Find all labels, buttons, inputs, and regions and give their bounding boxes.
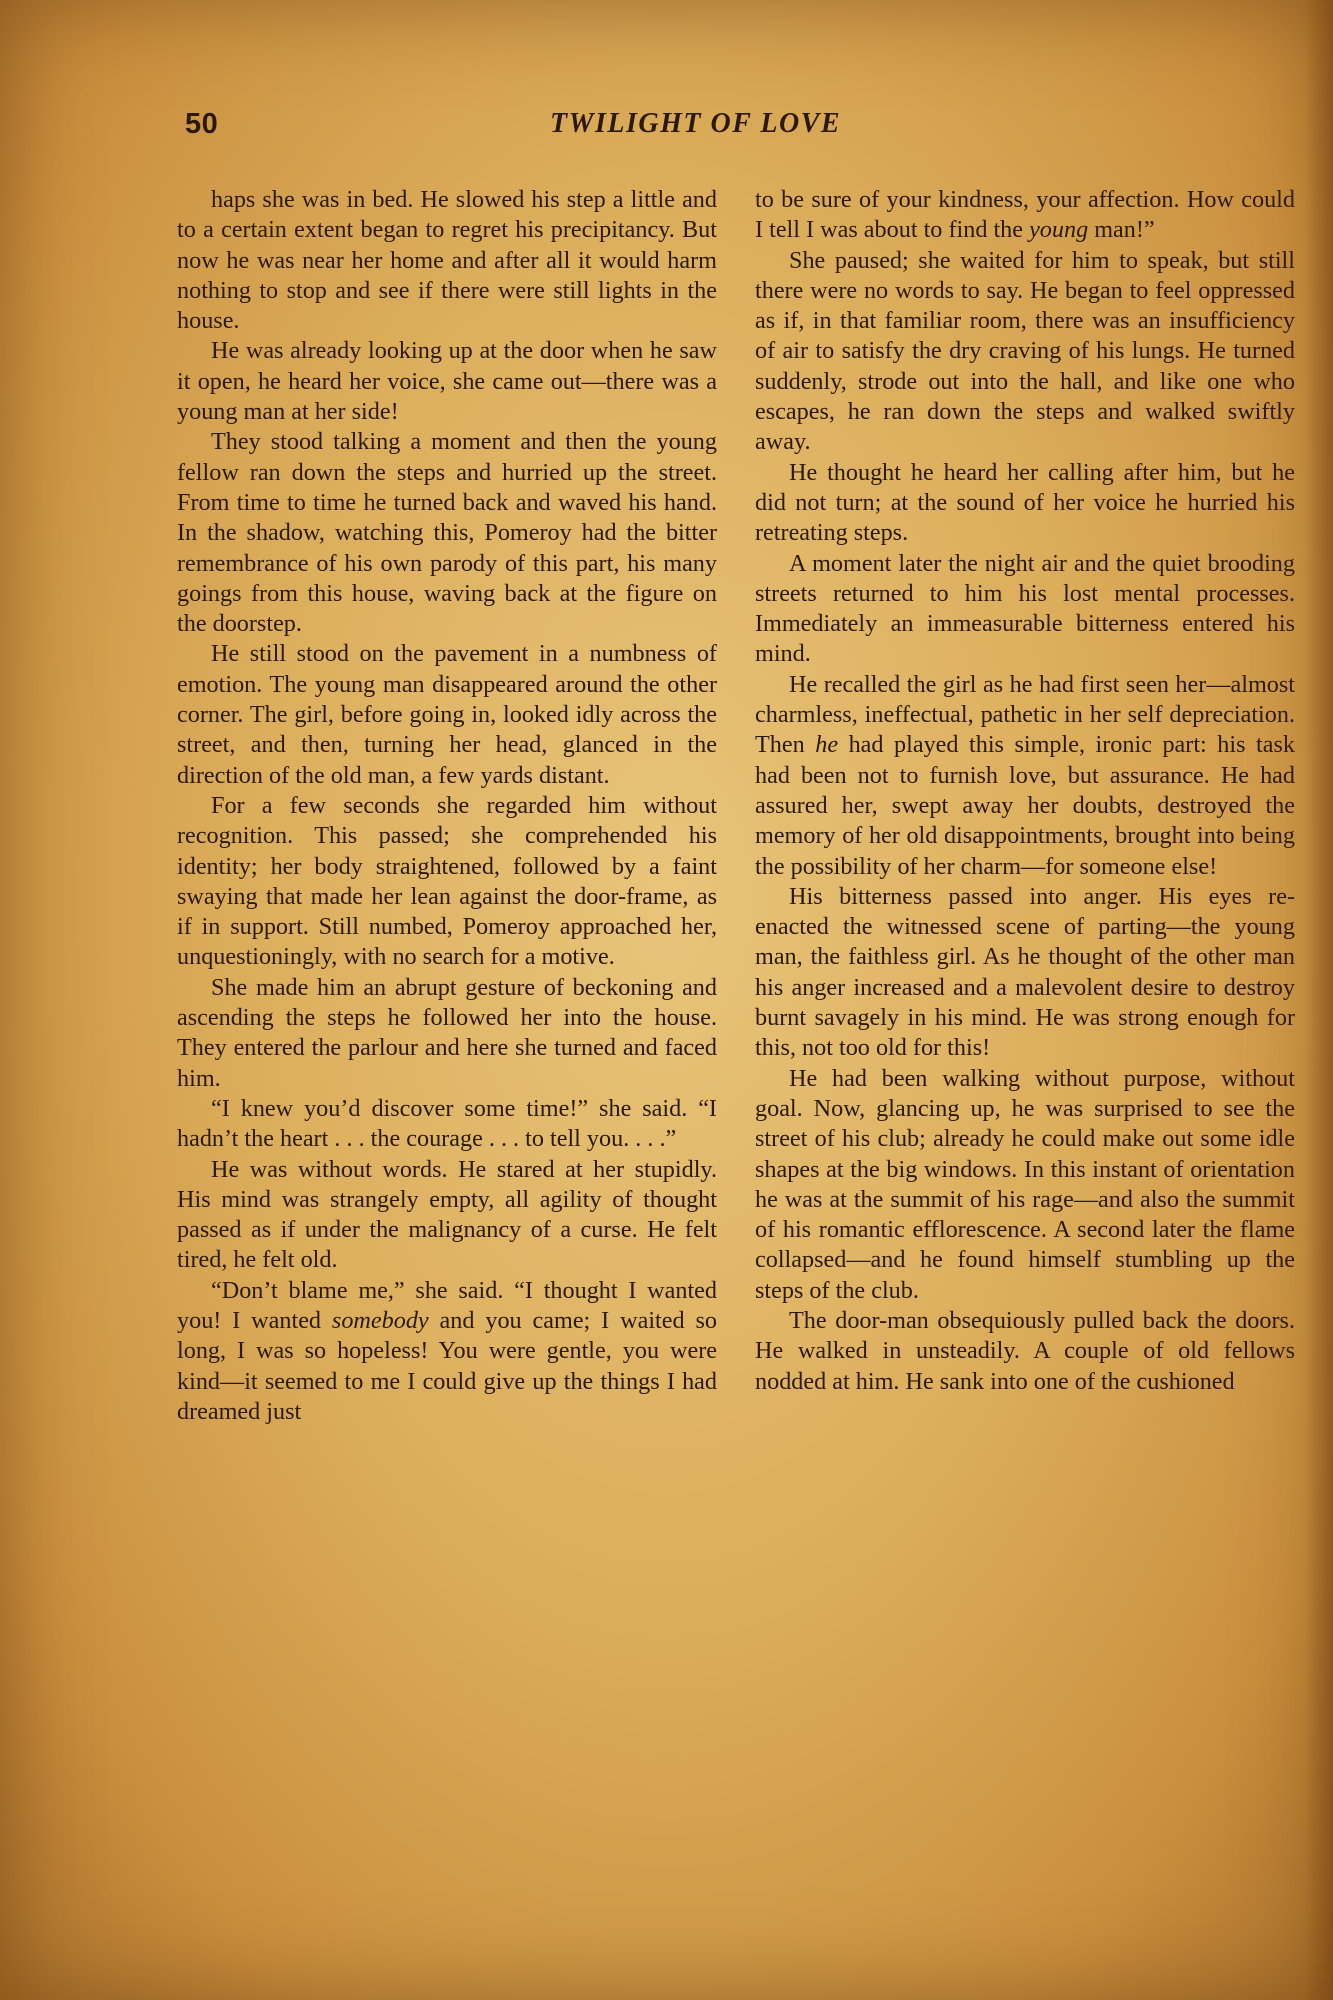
text-run: He was without words. He stared at her stupidly. His mind was strangely empty, all agility of thought passed as if under the malignancy of a curse. He felt tired, he felt old.: [177, 1155, 717, 1274]
text-run: The door-man obsequiously pulled back the doors. He walked in unsteadily. A couple of old fellows nodded at him. He sank into one of the cushioned: [755, 1306, 1295, 1395]
paragraph: [755, 1306, 1295, 1397]
text-run: had played this simple, ironic part: his task had been not to furnish love, but assurance. He had assured her, swept away her doubts, destroyed the memory of her old disappointments, brought into being the possibility of her charm—for someone else!: [755, 731, 1295, 880]
page-header: [185, 108, 1185, 148]
italic-text-run: somebody: [331, 1306, 429, 1334]
paragraph: [755, 458, 1295, 549]
paragraph: [755, 882, 1295, 1064]
text-run: “Don’t blame me,” she said. “I thought I wanted you! I wanted: [177, 1276, 717, 1334]
text-run: For a few seconds she regarded him without recognition. This passed; she comprehended his identity; her body straightened, followed by a faint swaying that made her lean against the door-frame, as if in support. Still numbed, Pomeroy approached her, unquestioningly, with no search for a motive.: [177, 791, 717, 971]
text-run: He thought he heard her calling after him, but he did not turn; at the sound of her voice he hurried his retreating steps.: [755, 458, 1295, 547]
text-run: She paused; she waited for him to speak, but still there were no words to say. He began to feel oppressed as if, in that familiar room, there was an insufficiency of air to satisfy the dry craving of his lungs. He turned suddenly, strode out into the hall, and like one who escapes, he ran down the steps and walked swiftly away.: [755, 246, 1295, 456]
text-run: “I knew you’d discover some time!” she said. “I hadn’t the heart . . . the courage . . . to tell you. . . .”: [177, 1094, 717, 1153]
text-run: man!”: [1088, 216, 1155, 244]
page-number: 50: [185, 108, 219, 140]
paragraph: [755, 670, 1295, 882]
text-run: He was already looking up at the door when he saw it open, he heard her voice, she came out—there was a young man at her side!: [177, 337, 717, 426]
paragraph: [755, 246, 1295, 458]
left-text-column: [177, 185, 717, 1427]
paragraph: [755, 185, 1295, 246]
paragraph: [177, 1276, 717, 1427]
running-title: TWILIGHT OF LOVE: [550, 108, 842, 139]
text-run: and you came; I waited so long, I was so hopeless! You were gentle, you were kind—it seemed to me I could give up the things I had dreamed just: [177, 1306, 717, 1425]
text-run: He had been walking without purpose, without goal. Now, glancing up, he was surprised to see the street of his club; already he could make out some idle shapes at the big windows. In this instant of orientation he was at the summit of his rage—and also the summit of his romantic efflorescence. A second later the flame collapsed—and he found himself stumbling up the steps of the club.: [755, 1064, 1295, 1304]
paragraph: [755, 1064, 1295, 1306]
text-run: to be sure of your kindness, your affection. How could I tell I was about to find the: [755, 186, 1295, 244]
paragraph: [177, 1155, 717, 1276]
paragraph: [177, 973, 717, 1094]
text-run: haps she was in bed. He slowed his step a little and to a certain extent began to regret his precipitancy. But now he was near her home and after all it would harm nothing to stop and see if there were still lights in the house.: [177, 186, 717, 335]
paragraph: [177, 1094, 717, 1155]
paragraph: [177, 185, 717, 336]
paragraph: [177, 791, 717, 973]
paragraph: [755, 549, 1295, 670]
text-run: A moment later the night air and the quiet brooding streets returned to him his lost mental processes. Immediately an immeasurable bitterness entered his mind.: [755, 549, 1295, 668]
paragraph: [177, 639, 717, 790]
text-run: He recalled the girl as he had first seen her—almost charmless, ineffectual, pathetic in her self depreciation. Then: [755, 670, 1295, 759]
right-text-column: [755, 185, 1295, 1397]
italic-text-run: young: [1029, 216, 1089, 244]
text-run: His bitterness passed into anger. His eyes re-enacted the witnessed scene of parting—the young man, the faithless girl. As he thought of the other man his anger increased and a malevolent desire to destroy burnt savagely in his mind. He was strong enough for this, not too old for this!: [755, 882, 1295, 1062]
text-run: He still stood on the pavement in a numbness of emotion. The young man disappeared around the other corner. The girl, before going in, looked idly across the street, and then, turning her head, glanced in the direction of the old man, a few yards distant.: [177, 640, 717, 789]
italic-text-run: he: [815, 731, 839, 759]
text-run: She made him an abrupt gesture of beckoning and ascending the steps he followed her into the house. They entered the parlour and here she turned and faced him.: [177, 973, 717, 1092]
page-edge-shadow: [1305, 0, 1333, 2000]
text-run: They stood talking a moment and then the young fellow ran down the steps and hurried up the street. From time to time he turned back and waved his hand. In the shadow, watching this, Pomeroy had the bitter remembrance of his own parody of this part, his many goings from this house, waving back at the figure on the doorstep.: [177, 428, 717, 638]
paragraph: [177, 427, 717, 639]
paragraph: [177, 336, 717, 427]
